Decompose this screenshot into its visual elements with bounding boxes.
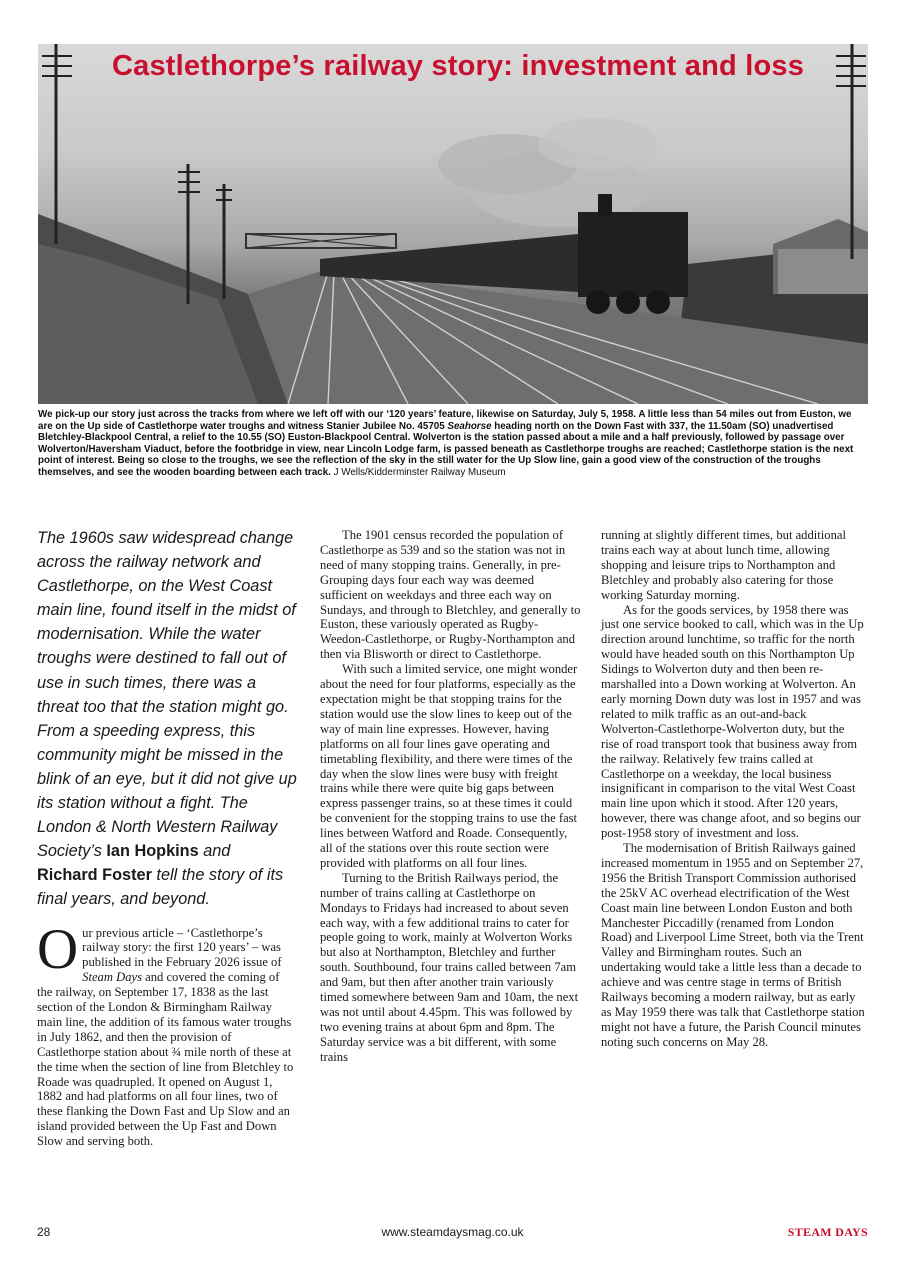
paragraph: running at slightly different times, but additional trains each way at about lunch time, allowing shopping and leisure trips to Northampton and Bletchley and probably also catering for those working Saturday morning. bbox=[601, 528, 846, 602]
author-2: Richard Foster bbox=[37, 866, 152, 885]
standfirst-text-1: The 1960s saw widespread change across the railway network and Castlethorpe, on the West Coast main line, found itself in the midst of modernisation. While the water troughs were destined to fall out of use in such times, there was a threat too that the station might go. From a speeding express, this community might be missed in the blink of an eye, but it did not give up its station without a fight. The London & North Western Railway Society’s bbox=[37, 529, 297, 861]
col1-text-a: ur previous article – ‘Castlethorpe’s railway story: the first 120 years’ – was published in the February 2026 issue of bbox=[82, 925, 282, 970]
page-footer bbox=[37, 1225, 868, 1243]
lead-photograph bbox=[38, 44, 868, 404]
column-1 bbox=[37, 526, 297, 1149]
standfirst-and: and bbox=[198, 842, 231, 861]
paragraph: The 1901 census recorded the population of Castlethorpe as 539 and so the station was not in need of many stopping trains. Generally, in pre-Grouping days four each way was deemed sufficient on weekdays and three each way on Sundays, and through to Bletchley, and generally to Euston, these variously operated as Rugby-Weedon-Castlethorpe, or Rugby-Northampton and then via Blisworth or direct to Castlethorpe. bbox=[320, 528, 581, 662]
railway-scene-illustration bbox=[38, 44, 868, 404]
paragraph bbox=[37, 917, 297, 1150]
paragraph: With such a limited service, one might wonder about the need for four platforms, especially as the expectation might be that stopping trains for the station would use the slow lines to keep out of the way of main line expresses. However, having platforms on all four lines gave operating and timetabling flexibility, and there were times of the day when the slow lines were busy with freight trains while there were quite big gaps between express passenger trains, so at these times it could be convenient for the stopping trains to use the fast lines between Watford and Roade. Consequently, all of the stations over this route section were provided with platforms on all four lines. bbox=[320, 662, 578, 870]
caption-text-after: heading north on the Down Fast with 337, the 11.50am (SO) unadvertised Bletchley-Blackpool Central, a relief to the 10.55 (SO) Euston-Blackpool Central. Wolverton is the station passed about a mile and a half previously, followed by passage over Wolverton/Haversham Viaduct, before the footbridge in view, near Lincoln Lodge farm, is passed beneath as Castlethorpe troughs are reached; Castlethorpe station is the next point of interest. Being so close to the troughs, we see the reflection of the sky in the still water for the Up Slow line, gain a good view of the construction of the troughs themselves, and see the wooden boarding between each track. bbox=[38, 420, 854, 478]
col1-text-b: and covered the coming of the railway, on September 17, 1838 as the last section of the London & Birmingham Railway main line, the addition of its famous water troughs in July 1862, and then the provision of Castlethorpe station about ¾ mile north of these at the time when the section of line from Bletchley to Roade was quadrupled. It opened on August 1, 1882 and had platforms on all four lines, two of these flanking the Down Fast and Up Slow and an island provided between the Up Fast and Down Slow and serving both. bbox=[37, 970, 294, 1149]
column-3 bbox=[601, 528, 865, 1050]
caption-text: We pick-up our story just across the tracks from where we left off with our ‘120 years’ feature, likewise on Saturday, July 5, 1958. A little less than 54 miles out from Euston, we are on the Up side of Castlethorpe water troughs and witness Stanier Jubilee No. 45705 bbox=[38, 409, 852, 432]
paragraph: As for the goods services, by 1958 there was just one service booked to call, which was in the Up direction around lunchtime, so traffic for the north would have headed south on this Northampton Up Sidings to Wolverton duty and then been re-marshalled into a Down working at Wolverton. An early morning Down duty was lost in 1957 and was related to milk traffic as an out-and-back Wolverton-Castlethorpe-Wolverton duty, but the rise of road transport took that business away from the railway. Relatively few trains called at Castlethorpe on a weekday, the local business insignificant in comparison to the vital West Coast main line upon which it stood. After 120 years, however, there was change afoot, and so begins our post-1958 story of investment and loss. bbox=[601, 602, 864, 841]
author-1: Ian Hopkins bbox=[106, 842, 199, 861]
caption-loco-name: Seahorse bbox=[447, 420, 492, 432]
paragraph: Turning to the British Railways period, the number of trains calling at Castlethorpe on Mondays to Fridays had increased to about seven each way, with a few additional trains to cater for people going to work, mainly at Wolverton Works but also at Northampton, Bletchley and further south. Southbound, four trains called between 7am and 9am, but then after another train variously timed somewhere between 9am and 10am, the next was not until about 4.45pm. This was followed by two evening trains at about 6pm and 8pm. The Saturday service was a bit different, with some trains bbox=[320, 870, 579, 1064]
page-number: 28 bbox=[37, 1225, 51, 1239]
magazine-name: Steam Days bbox=[82, 970, 142, 985]
standfirst-text-2: tell the story of its final years, and beyond. bbox=[37, 866, 284, 909]
photo-credit: J Wells/Kidderminster Railway Museum bbox=[333, 466, 506, 478]
drop-cap: O bbox=[37, 917, 79, 981]
column-2 bbox=[320, 528, 583, 1065]
standfirst bbox=[37, 526, 297, 912]
photo-caption bbox=[38, 409, 868, 479]
website-url: www.steamdaysmag.co.uk bbox=[381, 1225, 524, 1239]
article-headline: Castlethorpe’s railway story: investment and loss bbox=[111, 50, 805, 82]
magazine-logo: STEAM DAYS bbox=[787, 1225, 868, 1239]
paragraph: The modernisation of British Railways gained increased momentum in 1955 and on September 27, 1956 the British Transport Commission authorised the 25kV AC overhead electrification of the West Coast main line between London Euston and both Manchester Piccadilly (renamed from London Road) and Liverpool Lime Street, both via the Trent Valley and Birmingham routes. Such an undertaking would take a little less than a decade to achieve and was centre stage in terms of British Railways becoming a modern railway, but as early as May 1959 there was talk that Castlethorpe station might not have a future, the Parish Council minutes noting such concerns on May 28. bbox=[601, 841, 865, 1049]
